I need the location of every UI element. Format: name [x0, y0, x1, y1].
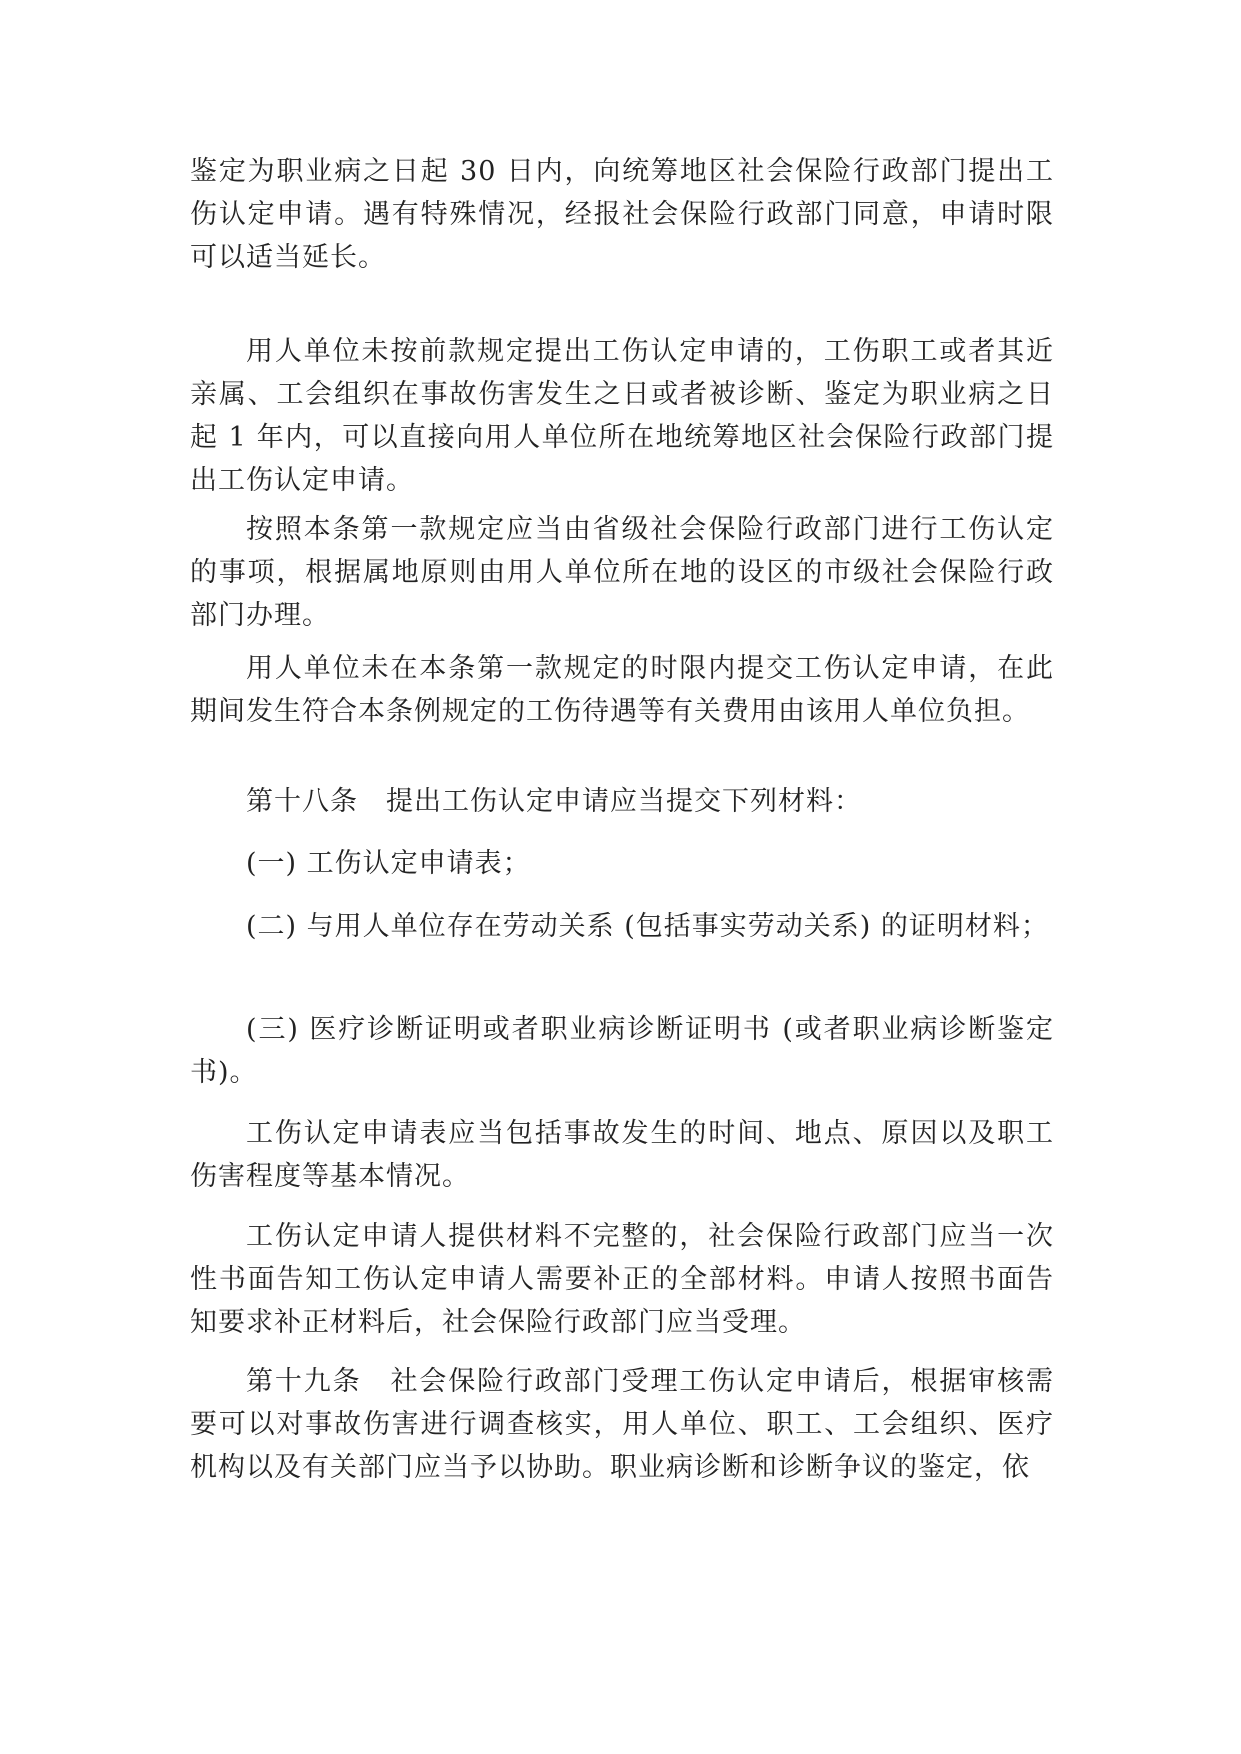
- paragraph-direct-application: 用人单位未按前款规定提出工伤认定申请的，工伤职工或者其近亲属、工会组织在事故伤害发生之日或者被诊断、鉴定为职业病之日起 1 年内，可以直接向用人单位所在地统筹地区社会保险行政部门提出工伤认定申请。: [190, 336, 1054, 496]
- article-18-item-3: (三) 医疗诊断证明或者职业病诊断证明书 (或者职业病诊断鉴定书)。: [190, 1014, 1054, 1088]
- paragraph-incomplete-materials: 工伤认定申请人提供材料不完整的，社会保险行政部门应当一次性书面告知工伤认定申请人需要补正的全部材料。申请人按照书面告知要求补正材料后，社会保险行政部门应当受理。: [190, 1221, 1054, 1338]
- article-18-item-2: (二) 与用人单位存在劳动关系 (包括事实劳动关系) 的证明材料；: [246, 911, 1049, 942]
- article-18-item-1: (一) 工伤认定申请表；: [246, 848, 531, 879]
- paragraph-employer-liability: 用人单位未在本条第一款规定的时限内提交工伤认定申请，在此期间发生符合本条例规定的工伤待遇等有关费用由该用人单位负担。: [190, 653, 1054, 727]
- paragraph-application-form-contents: 工伤认定申请表应当包括事故发生的时间、地点、原因以及职工伤害程度等基本情况。: [190, 1118, 1054, 1192]
- article-18-heading: 第十八条 提出工伤认定申请应当提交下列材料：: [246, 786, 862, 817]
- article-19-paragraph: 第十九条 社会保险行政部门受理工伤认定申请后，根据审核需要可以对事故伤害进行调查核实，用人单位、职工、工会组织、医疗机构以及有关部门应当予以协助。职业病诊断和诊断争议的鉴定，依: [190, 1366, 1054, 1483]
- paragraph-provincial-matters: 按照本条第一款规定应当由省级社会保险行政部门进行工伤认定的事项，根据属地原则由用人单位所在地的设区的市级社会保险行政部门办理。: [190, 514, 1054, 631]
- paragraph-time-limit-continuation: 鉴定为职业病之日起 30 日内，向统筹地区社会保险行政部门提出工伤认定申请。遇有特殊情况，经报社会保险行政部门同意，申请时限可以适当延长。: [190, 156, 1054, 273]
